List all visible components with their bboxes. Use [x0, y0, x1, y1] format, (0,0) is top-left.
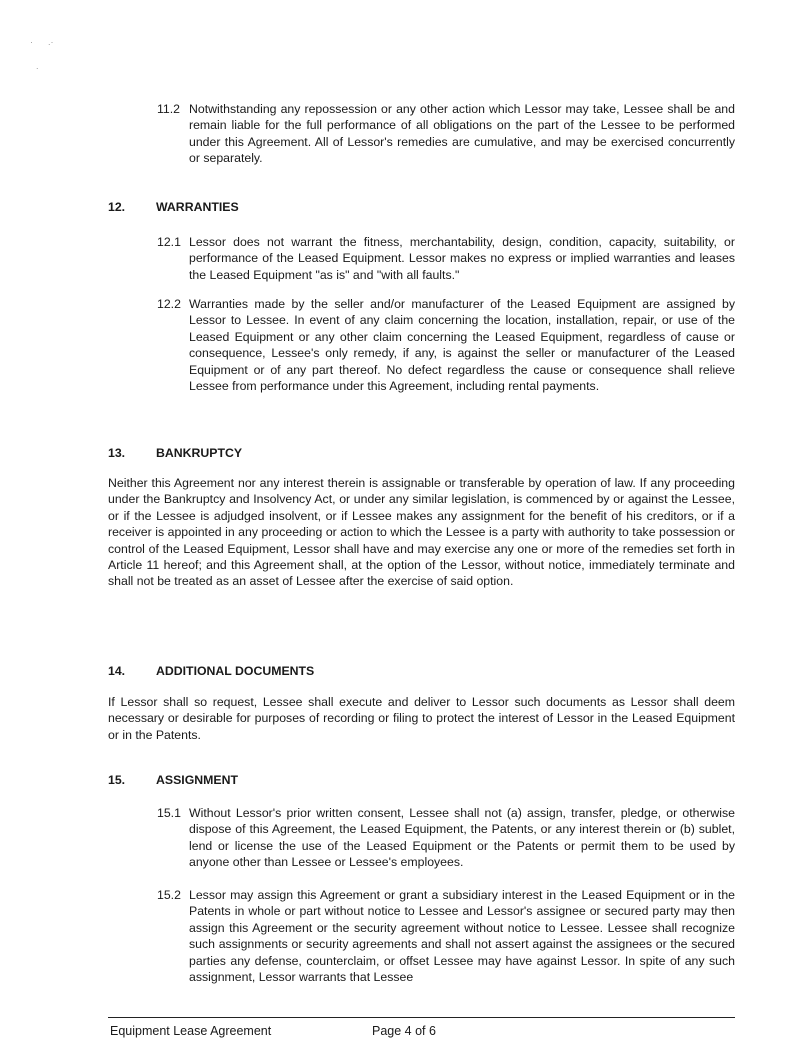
clause-15-1 — [157, 805, 735, 871]
scan-speck: . — [36, 61, 39, 71]
section-13-body: Neither this Agreement nor any interest therein is assignable or transferable by operation of law. If any proceeding under the Bankruptcy and Insolvency Act, or under any similar legislation, is commenced by or against the Lessee, or if the Lessee is adjudged insolvent, or if Lessee makes any assignment for the benefit of his creditors, or if a receiver is appointed in any proceeding or action to which the Lessee is a party with authority to take possession or control of the Leased Equipment, Lessor shall have and may exercise any one or more of the remedies set forth in Article 11 hereof; and this Agreement shall, at the option of the Lessor, without notice, immediately terminate and shall not be treated as an asset of Lessee after the exercise of said option. — [108, 476, 735, 589]
section-heading-12 — [108, 199, 239, 215]
clause-text: Lessor does not warrant the fitness, merchantability, design, condition, capacity, suitability, or performance of the Leased Equipment. Lessor makes no express or implied warranties and leases the Leased Equipment "as is" and "with all faults." — [189, 235, 735, 282]
section-title: BANKRUPTCY — [156, 446, 243, 460]
clause-text: Lessor may assign this Agreement or grant a subsidiary interest in the Leased Equipment or in the Patents in whole or part without notice to Lessee and Lessor's assignee or secured party may then assign this Agreement or the security agreement without notice to Lessee. Lessee shall recognize such assignments or security agreements and shall not assert against the assignees or the secured parties any defense, counterclaim, or offset Lessee may have against Lessor. In spite of any such assignment, Lessor warrants that Lessee — [189, 888, 735, 985]
section-number: 12. — [108, 200, 126, 214]
section-number: 13. — [108, 446, 126, 460]
section-heading-13 — [108, 445, 242, 461]
clause-12-2 — [157, 296, 735, 394]
clause-text: Warranties made by the seller and/or manufacturer of the Leased Equipment are assigned by Lessor to Lessee. In event of any claim concerning the location, installation, repair, or use of the Leased Equipment or any other claim concerning the Leased Equipment, regardless of cause or consequence, Lessee's only remedy, if any, is against the seller or manufacturer of the Leased Equipment or of any part thereof. No defect regardless the cause or consequence shall relieve Lessee from performance under this Agreement, including rental payments. — [189, 297, 735, 394]
section-title: ASSIGNMENT — [156, 773, 238, 787]
scan-speck: · .· — [30, 37, 54, 47]
clause-12-1 — [157, 234, 735, 283]
clause-15-2 — [157, 887, 735, 985]
footer-page-number: Page 4 of 6 — [372, 1024, 436, 1038]
clause-text: Notwithstanding any repossession or any other action which Lessor may take, Lessee shall be and remain liable for the full performance of all obligations on the part of the Lessee to be performed under this Agreement. All of Lessor's remedies are cumulative, and may be exercised concurrently or separately. — [189, 102, 735, 166]
clause-number: 15.1 — [157, 806, 181, 820]
section-title: ADDITIONAL DOCUMENTS — [156, 664, 315, 678]
section-heading-14 — [108, 663, 314, 679]
clause-number: 11.2 — [157, 102, 181, 116]
section-number: 14. — [108, 664, 126, 678]
section-14-body: If Lessor shall so request, Lessee shall execute and deliver to Lessor such documents as Lessor shall deem necessary or desirable for purposes of recording or filing to protect the interest of Lessor in the Leased Equipment or in the Patents. — [108, 695, 735, 742]
clause-11-2 — [157, 101, 735, 167]
section-heading-15 — [108, 772, 238, 788]
section-title: WARRANTIES — [156, 200, 239, 214]
clause-number: 12.1 — [157, 235, 181, 249]
clause-number: 15.2 — [157, 888, 181, 902]
clause-text: Without Lessor's prior written consent, Lessee shall not (a) assign, transfer, pledge, or otherwise dispose of this Agreement, the Leased Equipment, the Patents, or any interest therein or (b) sublet, lend or license the use of the Leased Equipment or the Patents or permit them to be used by anyone other than Lessee or Lessee's employees. — [189, 806, 735, 870]
clause-number: 12.2 — [157, 297, 181, 311]
footer-rule — [108, 1017, 735, 1018]
section-number: 15. — [108, 773, 126, 787]
footer-document-title: Equipment Lease Agreement — [110, 1024, 272, 1038]
